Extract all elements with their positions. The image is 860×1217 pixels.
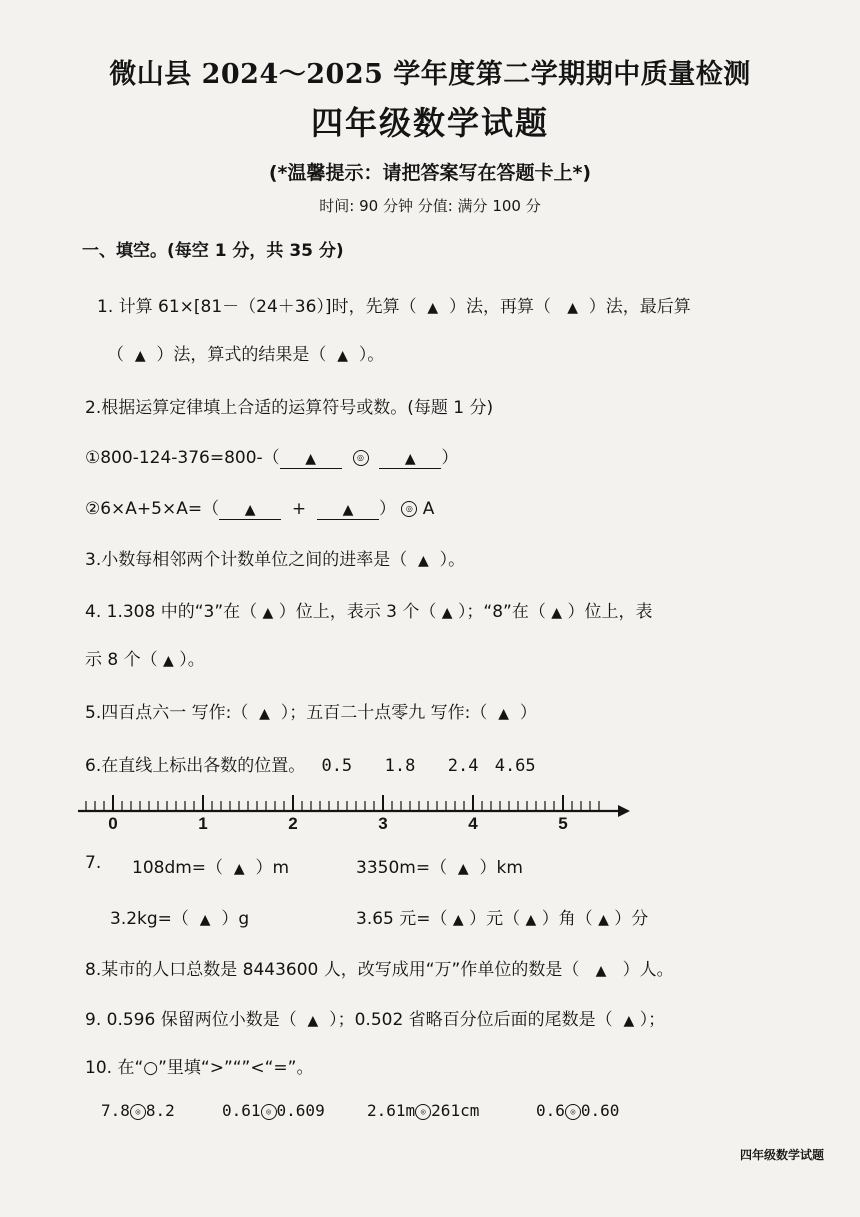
axis-label: 5	[558, 814, 568, 833]
answer-triangle: ▲	[163, 653, 174, 669]
answer-circle: ◎	[130, 1104, 146, 1120]
comparison-item: 0.61 ◎ 0.609	[222, 1101, 325, 1120]
answer-triangle: ▲	[262, 605, 274, 621]
number-to-mark: 0.5	[321, 756, 353, 776]
answer-triangle: ▲	[595, 963, 607, 979]
question-7-a: 108dm=（ ▲ ）m	[132, 858, 290, 878]
question-7-number: 7.	[85, 853, 102, 873]
answer-triangle: ▲	[199, 912, 211, 928]
axis-label: 1	[198, 814, 208, 833]
question-1-line-2: （ ▲ ）法，算式的结果是（ ▲ ）。	[107, 345, 385, 365]
question-1-line-1: 1. 计算 61×[81－（24＋36）]时，先算（ ▲ ）法，再算（ ▲ ）法，最后算	[97, 297, 691, 317]
number-line-axis	[78, 788, 638, 818]
answer-triangle: ▲	[404, 451, 416, 467]
question-2: 2.根据运算定律填上合适的运算符号或数。(每题 1 分)	[85, 398, 494, 418]
answer-triangle: ▲	[452, 912, 464, 928]
answer-triangle: ▲	[134, 348, 146, 364]
number-to-mark: 4.65	[494, 756, 536, 776]
answer-circle: ◎	[353, 450, 369, 466]
answer-triangle: ▲	[233, 861, 245, 877]
axis-label: 4	[468, 814, 478, 833]
question-7-d: 3.65 元=（ ▲ ）元（ ▲ ）角（ ▲ ）分	[356, 909, 649, 929]
question-7-b: 3350m=（ ▲ ）km	[356, 858, 523, 878]
number-line	[78, 788, 638, 838]
answer-triangle: ▲	[598, 912, 609, 928]
question-5: 5.四百点六一 写作:（ ▲ ）；五百二十点零九 写作:（ ▲ ）	[85, 703, 537, 723]
time-score-info: 时间: 90 分钟 分值: 满分 100 分	[319, 197, 541, 215]
answer-triangle: ▲	[427, 300, 439, 316]
answer-triangle: ▲	[244, 502, 256, 518]
exam-title: 微山县 2024～2025 学年度第二学期期中质量检测	[109, 59, 751, 90]
answer-triangle: ▲	[259, 706, 270, 722]
question-4-line-2: 示 8 个（ ▲ ）。	[85, 650, 205, 670]
axis-label: 3	[378, 814, 388, 833]
answer-triangle: ▲	[457, 861, 469, 877]
answer-circle: ◎	[261, 1104, 277, 1120]
question-3: 3.小数每相邻两个计数单位之间的进率是（ ▲ ）。	[85, 550, 466, 570]
answer-triangle: ▲	[418, 553, 429, 569]
question-10: 10. 在“○”里填“>”“”<“=”。	[85, 1058, 314, 1078]
arrow-icon	[618, 805, 630, 817]
answer-triangle: ▲	[551, 605, 563, 621]
number-to-mark: 2.4	[447, 756, 479, 776]
number-to-mark: 1.8	[384, 756, 416, 776]
section-heading: 一、填空。(每空 1 分，共 35 分)	[82, 241, 344, 261]
question-2-line-2: ②6×A+5×A=（ ▲ + ▲ ） ◎ A	[85, 499, 435, 519]
comparison-item: 2.61m ◎ 261cm	[367, 1101, 480, 1120]
axis-label: 0	[108, 814, 118, 833]
answer-triangle: ▲	[342, 502, 354, 518]
reminder-tip: (*温馨提示：请把答案写在答题卡上*)	[268, 162, 592, 184]
question-6: 6.在直线上标出各数的位置。 0.5 1.8 2.4 4.65	[85, 756, 536, 776]
comparison-item: 7.8 ◎ 8.2	[101, 1101, 175, 1120]
question-8: 8.某市的人口总数是 8443600 人，改写成用“万”作单位的数是（ ▲ ）人。	[85, 960, 674, 980]
answer-triangle: ▲	[305, 451, 317, 467]
answer-triangle: ▲	[441, 605, 453, 621]
answer-triangle: ▲	[337, 348, 348, 364]
answer-circle: ◎	[401, 501, 417, 517]
answer-triangle: ▲	[307, 1013, 319, 1029]
answer-triangle: ▲	[567, 300, 578, 316]
answer-triangle: ▲	[498, 706, 509, 722]
answer-triangle: ▲	[623, 1013, 635, 1029]
question-2-line-1: ①800-124-376=800-（ ▲ ◎ ▲ ）	[85, 448, 459, 468]
axis-label: 2	[288, 814, 298, 833]
exam-subtitle: 四年级数学试题	[310, 104, 549, 142]
answer-circle: ◎	[415, 1104, 431, 1120]
question-9: 9. 0.596 保留两位小数是（ ▲ ）；0.502 省略百分位后面的尾数是（ ▲ ）；	[85, 1010, 666, 1030]
question-7-c: 3.2kg=（ ▲ ）g	[110, 909, 250, 929]
question-4-line-1: 4. 1.308 中的“3”在（ ▲ ）位上，表示 3 个（ ▲ ）；“8”在（ ▲ ）位上，表	[85, 602, 653, 622]
comparison-item: 0.6 ◎ 0.60	[536, 1101, 620, 1120]
answer-circle: ◎	[565, 1104, 581, 1120]
page-footer: 四年级数学试题	[740, 1148, 825, 1162]
answer-triangle: ▲	[525, 912, 537, 928]
